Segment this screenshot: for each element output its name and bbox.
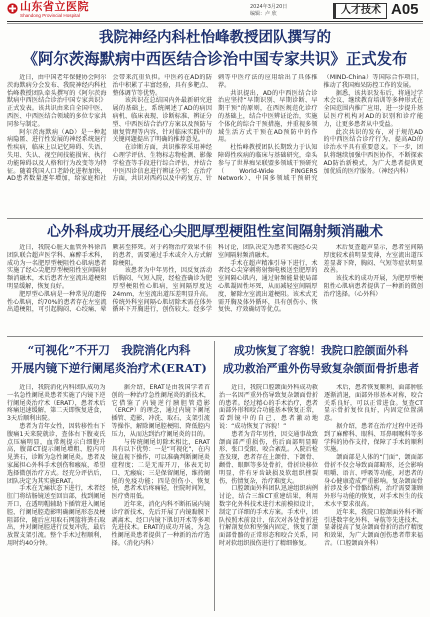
body-paragraph: 肥厚型心肌病是一种常见的遗传性心肌病，约70%的患者存在左室流出道梗阻，可引起胸闷、心绞痛、晕厥甚至猝死。对于药物治疗效果不佳的患者，需要通过手术或介入方式解除梗阻。: [7, 244, 212, 314]
body-paragraph: 据介绍，ERAT是由我国学者首创的一种治疗急性阑尾炎的新技术，它借鉴了内镜逆行胰胆管造影（ERCP）的理念，通过内镜下阑尾插管、造影、冲洗、取石、支架引流等操作，解除阑尾腔梗阻、降低腔内压力，从而达到治疗阑尾炎的目的。: [111, 384, 210, 438]
body-paragraph: 与传统阑尾切除术相比，ERAT具有以下优势：一是“可视化”，在内镜直视下操作，可以准确判断阑尾炎症程度；二是无需开刀，体表无切口、无瘢痕；三是保留阑尾，维持阑尾的免疫功能；四是创伤小、恢复快，患者术后疼痛轻，住院时间短，医疗费用低。: [111, 438, 210, 501]
body-paragraph: 杜怡峰教授团队长期致力于认知障碍性疾病的临床与基础研究，牵头参与了世界痴呆联盟多领域干预研究（World-Wide FINGERS Network）、中国多领域干预研究（MIND-China）等国际合作项目，推动了我国痴呆防控工作的发展。: [218, 74, 423, 183]
article-divider: [7, 218, 423, 219]
body-paragraph: 该技术的成功开展，为肥厚型梗阻性心肌病患者提供了一种新的微创治疗选择。（心外科）: [323, 275, 423, 298]
oral-headline-line2: 成功救治严重外伤导致复杂颌面骨折患者: [222, 362, 420, 375]
body-paragraph: 颌面部是人体的“门面”，颌面部骨折不仅会导致面部畸形，还会影响咀嚼、语言、呼吸等功能，对患者的身心健康造成严重影响。复杂颌面骨折涉及多个骨骼结构，治疗需要兼顾外形与功能的恢复，对手术医生的技术水平要求很高。: [324, 454, 423, 508]
gastro-headline-line1: “可视化”不开刀 我院消化内科: [27, 343, 191, 357]
body-paragraph: 在诊断方面，共识推荐采用神经心理学评估、生物标志物检测、影像学检查等手段进行综合评估，并结合中医四诊信息进行辨证分型；在治疗方面，共识对西药以及中药复方、针刺等中医疗法的应用给出了具体推荐。: [112, 74, 318, 183]
body-paragraph: 近日，我院口腔颌面外科成功救治一名因严重外伤导致复杂颌面骨折的患者。经过精心的手术治疗，患者面部外形和咬合功能基本恢复正常，看到镜中的自己，患者激动地说：“成功恢复了容貌！”: [219, 384, 318, 430]
body-paragraph: 患者为青年男性，因交通事故致颌面部严重损伤，伤后面部明显畸形、张口受限、咬合紊乱。入院后检查发现，患者存在上颌骨、下颌骨、颧骨、眼眶等多处骨折，骨折块移位明显，伴有牙齿缺损及软组织挫裂伤，伤情复杂，治疗难度大。: [219, 430, 318, 485]
body-paragraph: 该患者为中年男性，因反复活动后胸闷、气短入院，经检查确诊为肥厚型梗阻性心肌病，室间隔厚度达24mm，左室流出道压差明显升高。传统外科室间隔心肌切除术需在体外循环下开胸进行，创伤较大。经多学科讨论，团队决定为患者实施经心尖室间隔射频消融术。: [112, 244, 318, 314]
page-number: A05: [391, 1, 419, 18]
neuro-headline-line2: 《阿尔茨海默病中西医结合诊治中国专家共识》正式发布: [22, 50, 408, 68]
body-paragraph: 患者为青年女性，因转移性右下腹痛1天来院就诊，查体右下腹麦氏点压痛明显，血常规提示白细胞升高，腹部CT提示阑尾增粗、腔内可见粪石，诊断为急性阑尾炎。患者及家属担心外科手术创伤和瘢痕，希望选择微创治疗方式。经充分评估后，团队决定为其实施ERAT。: [7, 422, 106, 485]
body-paragraph: 口腔颌面外科团队迅速组织病例讨论，结合三维CT重建结果，利用数字化外科技术进行术前模拟设计，制定了详细的手术方案。手术中，团队按照术前设计，依次对各处骨折进行解剖复位和坚强内固定，恢复了颌面部骨骼的正常形态和咬合关系，同时对软组织损伤进行了精细修复。: [219, 485, 318, 547]
gastro-headline-line2: 开展内镜下逆行阑尾炎治疗术(ERAT): [11, 361, 207, 375]
hospital-name-english: Shandong Provincial Hospital: [20, 13, 81, 18]
cardiac-article-body: [7, 244, 423, 330]
cardiac-headline: 心外科成功开展经心尖肥厚型梗阻性室间隔射频消融术: [47, 224, 383, 240]
body-paragraph: 此次共识的发布，对于规范AD的中西医结合诊疗行为、提高AD的诊治水平具有重要意义。下一步，团队将继续加强中西医协作，不断探索AD防治新模式，为广大患者提供更加优质的医疗服务。（神经内科）: [323, 128, 423, 175]
body-paragraph: 手术在超声精准引导下进行，术者经心尖穿刺将射频电极送至肥厚的室间隔心肌内，通过射频能量使局部心肌凝固性坏死，从而减轻室间隔厚度，解除左室流出道梗阻。该术式无需开胸及体外循环，具有创伤小、恢复快、疗效确切等优点。: [218, 259, 318, 314]
body-paragraph: 据介绍，患者在治疗过程中还得到了麻醉科、眼科、耳鼻咽喉科等多学科的协作支持，保障了手术的顺利实施。: [324, 422, 423, 454]
body-paragraph: 近日，由中国老年保健协会阿尔茨海默病分会发布、我院神经内科杜怡峰教授团队牵头撰写的《阿尔茨海默病中西医结合诊治中国专家共识》正式发表。该共识由来自全国中医、西医、中西医结合领域的多位专家共同参与制定。: [7, 74, 107, 128]
body-paragraph: 术后复查超声显示，患者室间隔厚度较术前明显变薄，左室流出道压差显著下降，胸闷、气短等症状明显改善。: [323, 244, 423, 275]
issue-date: 2024年3月20日: [250, 4, 288, 10]
body-paragraph: 共识提出，AD的中西医结合诊治应坚持“早期识别、早期诊断、早期干预”的原则，在西医规范化诊疗的基础上，结合中医辨证论治，实施个体化的综合干预措施，并重视多领域生活方式干预在AD预防中的作用。: [218, 89, 318, 144]
article-divider: [7, 336, 423, 337]
neuro-article-body: [7, 74, 423, 214]
body-paragraph: 近日，我院消化内科团队成功为一名急性阑尾炎患者实施了内镜下逆行阑尾炎治疗术（ERAT），患者术后疼痛迅速缓解，第二天即恢复进食，3天后顺利出院。: [7, 384, 106, 423]
gastro-article-body: [7, 384, 210, 610]
hospital-name: 山东省立医院: [20, 0, 89, 13]
body-paragraph: 术后，患者恢复顺利，面部肿胀逐渐消退，面部外形基本对称，咬合关系良好，可以正常进食。复查CT显示骨折复位良好，内固定位置满意。: [324, 384, 423, 423]
header-rule-thin: [7, 23, 423, 24]
body-paragraph: 阿尔茨海默病（AD）是一种起病隐匿、进行性发展的神经系统退行性疾病，临床上以记忆障碍、失语、失用、失认、视空间技能损害、执行功能障碍以及人格和行为改变等为特征。随着我国人口老龄化进程加快，AD患者数量逐年增加，给家庭和社会带来沉重负担。中医药在AD的防治中积累了丰富经验，具有多靶点、整体调节等优势。: [7, 74, 212, 183]
body-paragraph: 手术在无痛状态下进行，术者经肛门将结肠镜送至回盲部，找到阑尾开口，在透明帽辅助下插管进入阑尾腔，行阑尾腔造影明确阑尾形态及梗阻部位，随后应用取石网篮将粪石取出，并对阑尾腔进行反复冲洗，最后放置支架引流。整个手术过程顺利，用时约40分钟。: [7, 485, 106, 547]
body-paragraph: 近年来，我院口腔颌面外科不断引进数字化外科、导航等先进技术，显著提高了复杂颌面骨折的治疗精度和效果，为广大颌面创伤患者带来福音。（口腔颌面外科）: [324, 508, 423, 547]
oral-article-body: [219, 384, 423, 610]
column-divider: [214, 341, 215, 611]
body-paragraph: 据悉，该共识发布后，将通过学术会议、继续教育培训等多种形式在全国范围内推广应用，进一步提升基层医疗机构对AD的识别和诊疗能力，让更多患者从中受益。: [323, 89, 423, 128]
body-paragraph: 近日，我院心脏大血管外科徐昌团队联合超声医学科、麻醉手术科，成功为一名肥厚型梗阻性心肌病患者实施了经心尖肥厚型梗阻性室间隔射频消融术，术后患者左室流出道梗阻明显缓解，恢复良好。: [7, 244, 107, 290]
editor-credit: 编辑：卢 欣: [250, 11, 277, 17]
neuro-headline-line1: 我院神经内科杜怡峰教授团队撰写的: [99, 29, 331, 46]
hospital-logo-icon: [7, 3, 18, 14]
oral-headline-line1: 成功恢复了容貌！我院口腔颌面外科: [233, 344, 409, 357]
body-paragraph: 近年来，消化内科不断拓展内镜诊疗新技术，先后开展了内镜黏膜下剥离术、经口内镜下肌切开术等多项先进技术。ERAT的成功开展，为急性阑尾炎患者提供了一种新的治疗选择。（消化内科）: [111, 500, 210, 547]
body-paragraph: 该共识在总结国内外最新研究进展的基础上，系统阐述了AD的病因病机、临床表现、诊断标准、辨证分型、中西医结合治疗方案以及预防与康复管理等内容，针对临床实践中的关键问题提出了明确的推荐意见。: [112, 97, 212, 144]
section-label: 人才技术: [333, 3, 387, 19]
header-rule: [7, 21, 423, 22]
